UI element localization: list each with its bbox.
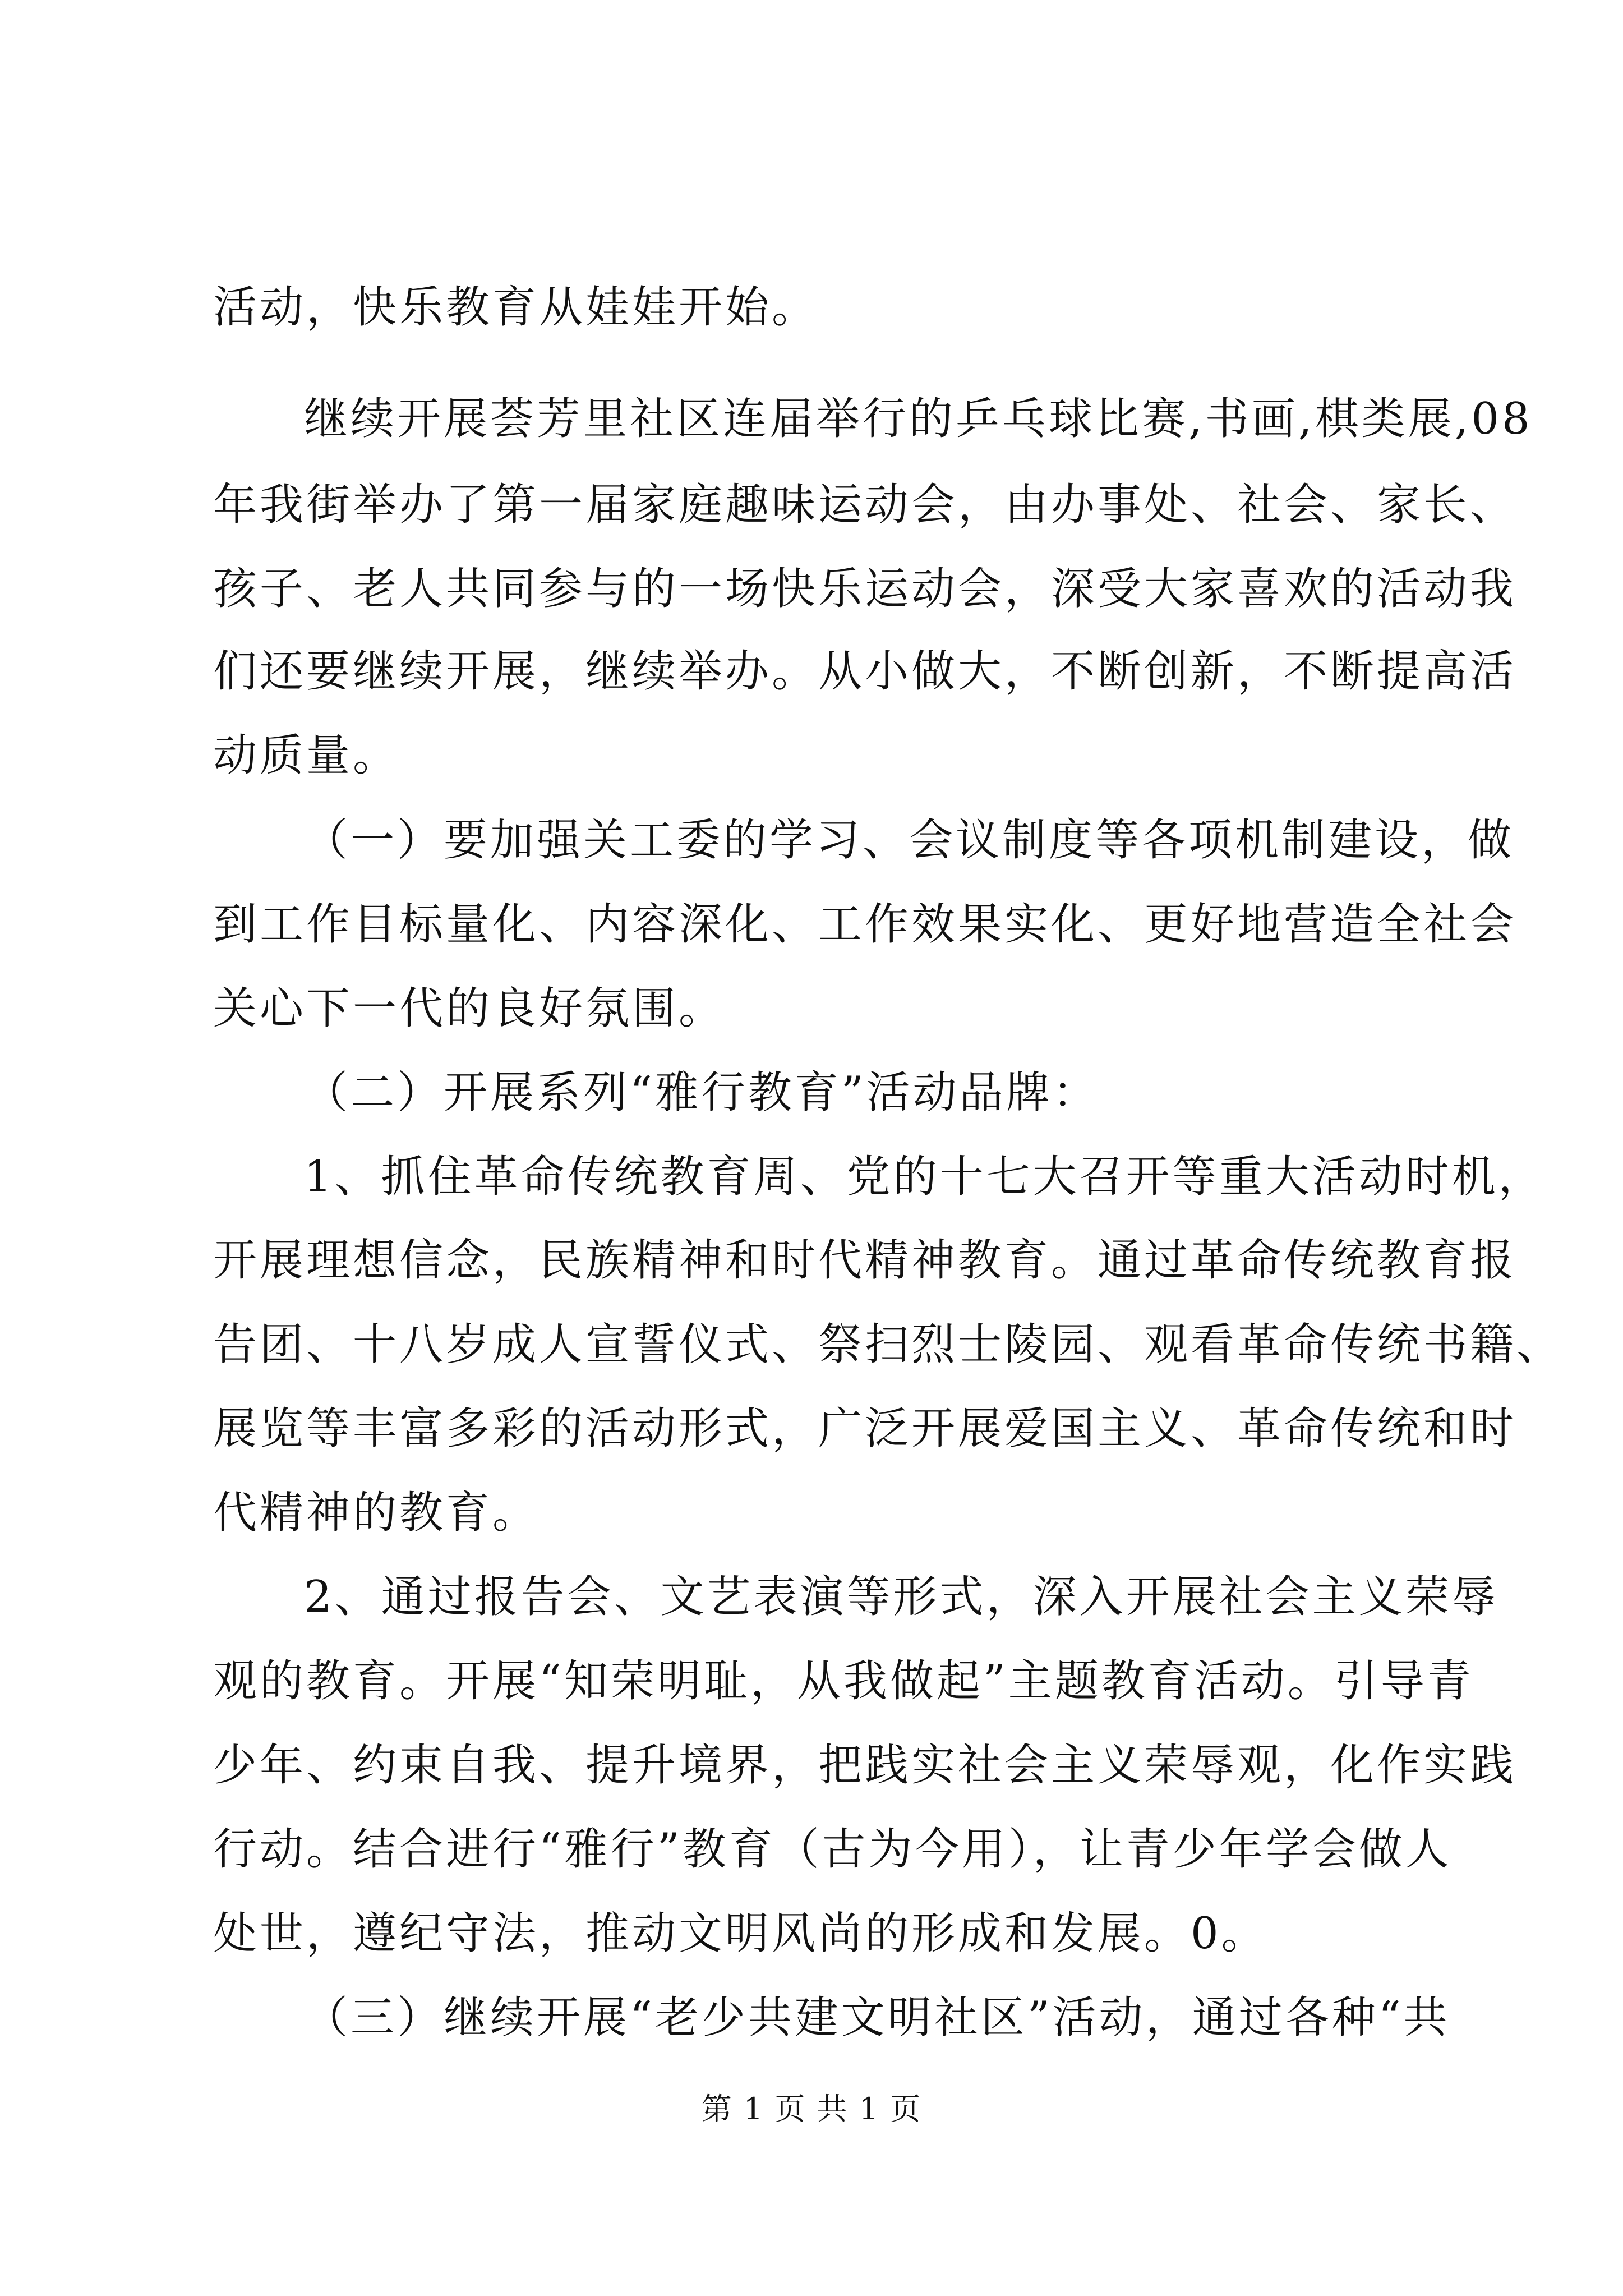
- body-text-line: （二）开展系列“雅行教育”活动品牌：: [304, 1068, 1099, 1118]
- body-text-line: 到工作目标量化、内容深化、工作效果实化、更好地营造全社会: [213, 899, 1517, 950]
- body-text-line: 年我街举办了第一届家庭趣味运动会，由办事处、社会、家长、: [213, 480, 1517, 530]
- body-text-line: 们还要继续开展，继续举办。从小做大，不断创新，不断提高活: [213, 646, 1517, 697]
- body-text-line: 少年、约束自我、提升境界，把践实社会主义荣辱观，化作实践: [213, 1740, 1517, 1791]
- body-text-line: 展览等丰富多彩的活动形式，广泛开展爱国主义、革命传统和时: [213, 1404, 1517, 1454]
- body-text-line: 代精神的教育。: [213, 1488, 540, 1538]
- body-text-line: 继续开展荟芳里社区连届举行的乒乓球比赛,书画,棋类展,08: [304, 394, 1533, 444]
- body-text-line: 行动。结合进行“雅行”教育（古为今用），让青少年学会做人: [213, 1824, 1452, 1875]
- body-text-line: 孩子、老人共同参与的一场快乐运动会，深受大家喜欢的活动我: [213, 564, 1517, 614]
- body-text-line: 2、通过报告会、文艺表演等形式，深入开展社会主义荣辱: [304, 1572, 1498, 1622]
- body-text-line: 观的教育。开展“知荣明耻，从我做起”主题教育活动。引导青: [213, 1656, 1474, 1706]
- body-text-line: （三）继续开展“老少共建文明社区”活动，通过各种“共: [304, 1993, 1450, 2043]
- body-text-line: （一）要加强关工委的学习、会议制度等各项机制建设，做: [304, 815, 1515, 866]
- body-text-line: 活动，快乐教育从娃娃开始。: [213, 282, 819, 333]
- body-text-line: 开展理想信念，民族精神和时代精神教育。通过革命传统教育报: [213, 1235, 1517, 1286]
- body-text-line: 告团、十八岁成人宣誓仪式、祭扫烈士陵园、观看革命传统书籍、: [213, 1319, 1564, 1370]
- page-footer: 第 1 页 共 1 页: [701, 2091, 922, 2127]
- body-text-line: 处世，遵纪守法，推动文明风尚的形成和发展。0。: [213, 1908, 1268, 1959]
- body-text-line: 动质量。: [213, 730, 400, 781]
- body-text-line: 关心下一代的良好氛围。: [213, 983, 726, 1034]
- body-text-line: 1、抓住革命传统教育周、党的十七大召开等重大活动时机，: [304, 1152, 1545, 1202]
